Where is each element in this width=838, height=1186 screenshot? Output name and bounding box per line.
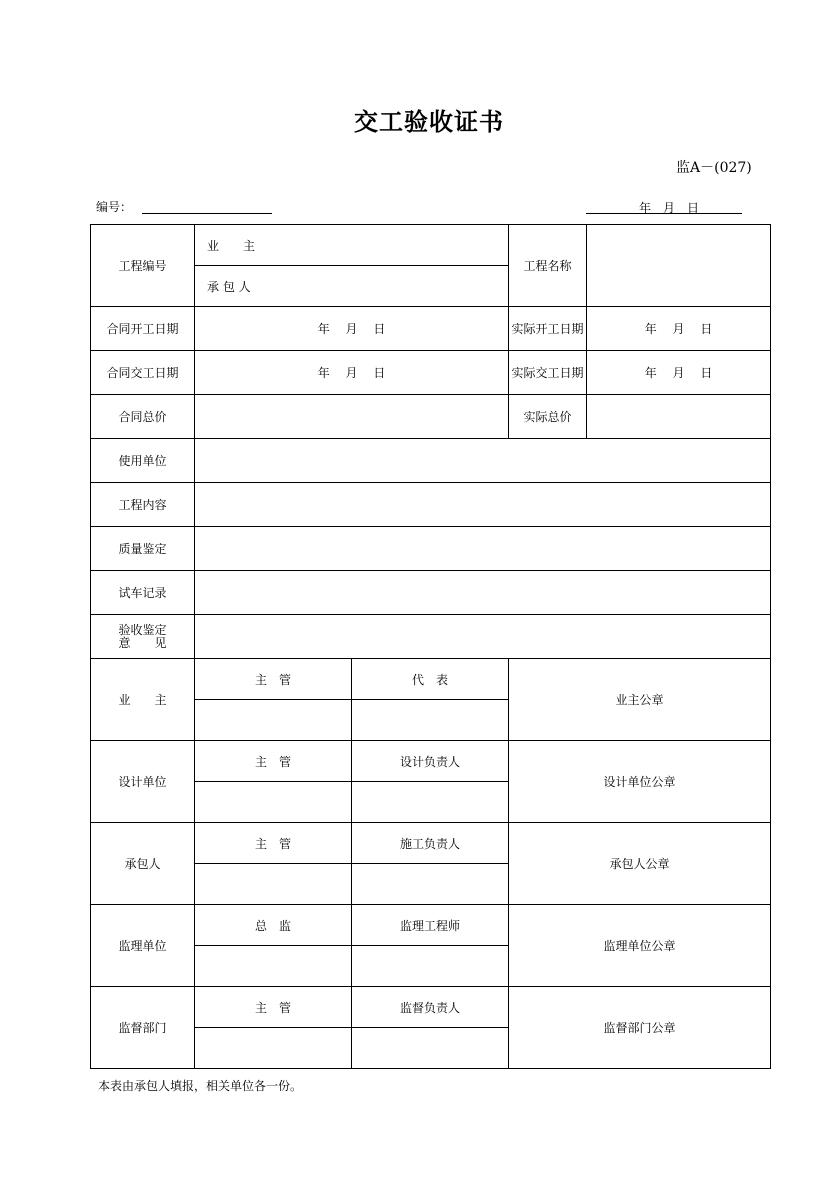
- signoff-seal[interactable]: 监督部门公章: [509, 987, 771, 1069]
- signoff-role-b: 施工负责人: [352, 823, 509, 864]
- label-user-unit: 使用单位: [91, 439, 195, 483]
- signoff-role-b: 监督负责人: [352, 987, 509, 1028]
- actual-start-field[interactable]: 年 月 日: [587, 307, 771, 351]
- date-field[interactable]: 年 月 日: [586, 199, 742, 214]
- signoff-role-a: 总 监: [195, 905, 352, 946]
- trial-field[interactable]: [195, 571, 771, 615]
- label-actual-price: 实际总价: [509, 395, 587, 439]
- contract-finish-field[interactable]: 年 月 日: [195, 351, 509, 395]
- label-project-no: 工程编号: [91, 225, 195, 307]
- label-content: 工程内容: [91, 483, 195, 527]
- label-contract-price: 合同总价: [91, 395, 195, 439]
- footnote: 本表由承包人填报，相关单位各一份。: [98, 1079, 303, 1093]
- label-contract-finish: 合同交工日期: [91, 351, 195, 395]
- quality-field[interactable]: [195, 527, 771, 571]
- user-unit-field[interactable]: [195, 439, 771, 483]
- acceptance-table: [90, 224, 771, 1069]
- number-field[interactable]: [142, 213, 272, 214]
- owner-field[interactable]: 业 主: [195, 225, 509, 266]
- form-code: 监A－(027): [676, 160, 752, 176]
- label-contract-start: 合同开工日期: [91, 307, 195, 351]
- label-quality: 质量鉴定: [91, 527, 195, 571]
- label-actual-finish: 实际交工日期: [509, 351, 587, 395]
- contractor-field[interactable]: 承 包 人: [195, 266, 509, 307]
- contract-price-field[interactable]: [195, 395, 509, 439]
- signoff-seal[interactable]: 设计单位公章: [509, 741, 771, 823]
- signoff-party: 业 主: [91, 659, 195, 741]
- signoff-sign-a[interactable]: [195, 1028, 352, 1069]
- page-title: 交工验收证书: [354, 108, 504, 136]
- content-field[interactable]: [195, 483, 771, 527]
- signoff-sign-b[interactable]: [352, 864, 509, 905]
- signoff-party: 承包人: [91, 823, 195, 905]
- signoff-sign-a[interactable]: [195, 782, 352, 823]
- label-trial: 试车记录: [91, 571, 195, 615]
- signoff-sign-a[interactable]: [195, 864, 352, 905]
- label-actual-start: 实际开工日期: [509, 307, 587, 351]
- actual-finish-field[interactable]: 年 月 日: [587, 351, 771, 395]
- contract-start-field[interactable]: 年 月 日: [195, 307, 509, 351]
- signoff-role-a: 主 管: [195, 741, 352, 782]
- signoff-seal[interactable]: 监理单位公章: [509, 905, 771, 987]
- signoff-seal[interactable]: 业主公章: [509, 659, 771, 741]
- signoff-sign-b[interactable]: [352, 700, 509, 741]
- signoff-role-b: 监理工程师: [352, 905, 509, 946]
- signoff-role-a: 主 管: [195, 987, 352, 1028]
- project-name-field[interactable]: [587, 225, 771, 307]
- signoff-role-b: 设计负责人: [352, 741, 509, 782]
- signoff-party: 设计单位: [91, 741, 195, 823]
- actual-price-field[interactable]: [587, 395, 771, 439]
- signoff-party: 监督部门: [91, 987, 195, 1069]
- signoff-party: 监理单位: [91, 905, 195, 987]
- opinion-field[interactable]: [195, 615, 771, 659]
- signoff-sign-a[interactable]: [195, 946, 352, 987]
- signoff-role-b: 代 表: [352, 659, 509, 700]
- signoff-sign-b[interactable]: [352, 782, 509, 823]
- opinion-line-1: 验收鉴定: [118, 622, 167, 637]
- signoff-seal[interactable]: 承包人公章: [509, 823, 771, 905]
- label-project-name: 工程名称: [509, 225, 587, 307]
- signoff-role-a: 主 管: [195, 659, 352, 700]
- signoff-role-a: 主 管: [195, 823, 352, 864]
- number-label: 编号：: [96, 200, 133, 214]
- signoff-sign-a[interactable]: [195, 700, 352, 741]
- opinion-line-2: 意 见: [118, 635, 167, 650]
- label-opinion: [91, 615, 195, 659]
- signoff-sign-b[interactable]: [352, 946, 509, 987]
- signoff-sign-b[interactable]: [352, 1028, 509, 1069]
